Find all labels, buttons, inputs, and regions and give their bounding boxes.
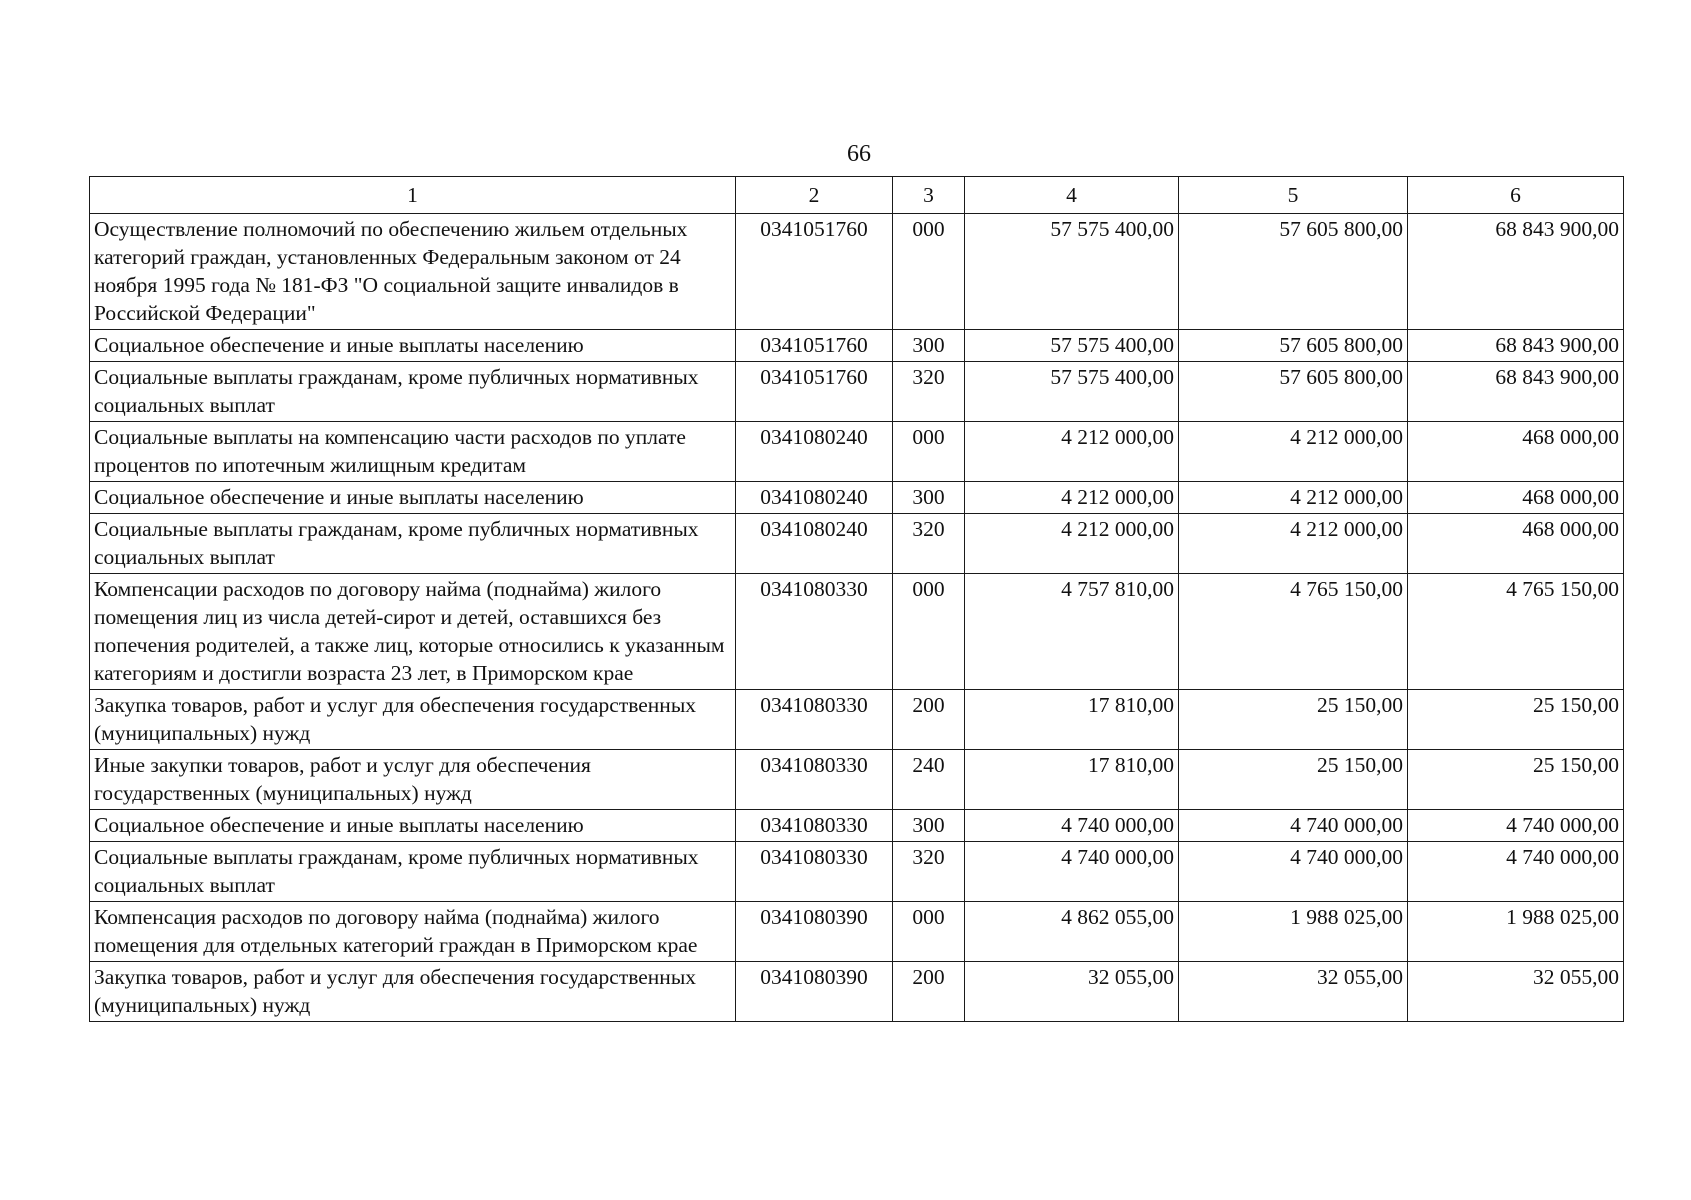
row-name: Компенсации расходов по договору найма (поднайма) жилого помещения лиц из числа детей-сирот и детей, оставшихся без попечения родителей, а также лиц, которые относились к указанным категориям и достигли возраста 23 лет, в Приморском крае — [90, 574, 736, 690]
row-amount-col4: 4 740 000,00 — [965, 842, 1179, 902]
row-expense-kind: 200 — [893, 962, 965, 1022]
row-amount-col6: 4 740 000,00 — [1408, 842, 1624, 902]
row-target-code: 0341080390 — [736, 902, 893, 962]
row-name: Социальное обеспечение и иные выплаты населению — [90, 482, 736, 514]
row-amount-col6: 468 000,00 — [1408, 422, 1624, 482]
row-target-code: 0341080330 — [736, 574, 893, 690]
row-amount-col6: 68 843 900,00 — [1408, 214, 1624, 330]
header-col-1: 1 — [90, 177, 736, 214]
row-amount-col5: 1 988 025,00 — [1179, 902, 1408, 962]
table-row — [90, 810, 1624, 842]
row-amount-col5: 4 740 000,00 — [1179, 842, 1408, 902]
budget-table — [89, 176, 1624, 1022]
table-row — [90, 690, 1624, 750]
table-row — [90, 514, 1624, 574]
row-expense-kind: 000 — [893, 574, 965, 690]
row-name: Осуществление полномочий по обеспечению жильем отдельных категорий граждан, установленных Федеральным законом от 24 ноября 1995 года № 181-ФЗ "О социальной защите инвалидов в Российской Федерации" — [90, 214, 736, 330]
row-amount-col5: 57 605 800,00 — [1179, 362, 1408, 422]
page-number: 66 — [847, 141, 871, 167]
row-amount-col4: 4 212 000,00 — [965, 514, 1179, 574]
table-row — [90, 750, 1624, 810]
row-amount-col4: 57 575 400,00 — [965, 362, 1179, 422]
row-target-code: 0341080330 — [736, 750, 893, 810]
row-expense-kind: 200 — [893, 690, 965, 750]
row-name: Социальные выплаты гражданам, кроме публичных нормативных социальных выплат — [90, 514, 736, 574]
row-name: Социальные выплаты на компенсацию части расходов по уплате процентов по ипотечным жилищным кредитам — [90, 422, 736, 482]
row-expense-kind: 300 — [893, 810, 965, 842]
row-expense-kind: 300 — [893, 482, 965, 514]
row-name: Закупка товаров, работ и услуг для обеспечения государственных (муниципальных) нужд — [90, 962, 736, 1022]
row-amount-col5: 4 212 000,00 — [1179, 482, 1408, 514]
row-amount-col5: 4 740 000,00 — [1179, 810, 1408, 842]
row-name: Социальное обеспечение и иные выплаты населению — [90, 330, 736, 362]
row-target-code: 0341080240 — [736, 514, 893, 574]
row-expense-kind: 000 — [893, 422, 965, 482]
row-expense-kind: 320 — [893, 514, 965, 574]
row-amount-col5: 4 765 150,00 — [1179, 574, 1408, 690]
row-expense-kind: 300 — [893, 330, 965, 362]
table-row — [90, 214, 1624, 330]
row-name: Иные закупки товаров, работ и услуг для обеспечения государственных (муниципальных) нужд — [90, 750, 736, 810]
row-target-code: 0341080330 — [736, 810, 893, 842]
header-col-2: 2 — [736, 177, 893, 214]
row-amount-col4: 57 575 400,00 — [965, 330, 1179, 362]
row-expense-kind: 000 — [893, 902, 965, 962]
row-amount-col6: 468 000,00 — [1408, 482, 1624, 514]
row-amount-col4: 4 212 000,00 — [965, 422, 1179, 482]
row-name: Социальные выплаты гражданам, кроме публичных нормативных социальных выплат — [90, 362, 736, 422]
row-amount-col4: 4 740 000,00 — [965, 810, 1179, 842]
row-amount-col5: 25 150,00 — [1179, 690, 1408, 750]
row-amount-col6: 1 988 025,00 — [1408, 902, 1624, 962]
table-row — [90, 362, 1624, 422]
header-row — [90, 177, 1624, 214]
row-target-code: 0341051760 — [736, 362, 893, 422]
row-amount-col6: 4 740 000,00 — [1408, 810, 1624, 842]
row-expense-kind: 320 — [893, 842, 965, 902]
row-target-code: 0341051760 — [736, 330, 893, 362]
row-amount-col4: 4 757 810,00 — [965, 574, 1179, 690]
row-amount-col5: 57 605 800,00 — [1179, 214, 1408, 330]
row-amount-col4: 17 810,00 — [965, 750, 1179, 810]
row-name: Социальное обеспечение и иные выплаты населению — [90, 810, 736, 842]
row-target-code: 0341080240 — [736, 422, 893, 482]
row-expense-kind: 320 — [893, 362, 965, 422]
row-target-code: 0341080330 — [736, 842, 893, 902]
row-target-code: 0341051760 — [736, 214, 893, 330]
row-amount-col4: 17 810,00 — [965, 690, 1179, 750]
table-row — [90, 842, 1624, 902]
row-amount-col6: 68 843 900,00 — [1408, 330, 1624, 362]
row-amount-col5: 32 055,00 — [1179, 962, 1408, 1022]
row-amount-col6: 468 000,00 — [1408, 514, 1624, 574]
table-header — [90, 177, 1624, 214]
row-target-code: 0341080240 — [736, 482, 893, 514]
table-row — [90, 330, 1624, 362]
table-row — [90, 574, 1624, 690]
row-amount-col4: 57 575 400,00 — [965, 214, 1179, 330]
row-amount-col6: 4 765 150,00 — [1408, 574, 1624, 690]
table-row — [90, 482, 1624, 514]
header-col-5: 5 — [1179, 177, 1408, 214]
row-amount-col5: 57 605 800,00 — [1179, 330, 1408, 362]
row-name: Социальные выплаты гражданам, кроме публичных нормативных социальных выплат — [90, 842, 736, 902]
row-name: Компенсация расходов по договору найма (поднайма) жилого помещения для отдельных категорий граждан в Приморском крае — [90, 902, 736, 962]
header-col-3: 3 — [893, 177, 965, 214]
table-row — [90, 902, 1624, 962]
row-amount-col6: 25 150,00 — [1408, 690, 1624, 750]
row-amount-col5: 4 212 000,00 — [1179, 422, 1408, 482]
row-target-code: 0341080390 — [736, 962, 893, 1022]
row-amount-col5: 25 150,00 — [1179, 750, 1408, 810]
row-amount-col4: 4 862 055,00 — [965, 902, 1179, 962]
row-name: Закупка товаров, работ и услуг для обеспечения государственных (муниципальных) нужд — [90, 690, 736, 750]
table-row — [90, 962, 1624, 1022]
row-amount-col5: 4 212 000,00 — [1179, 514, 1408, 574]
row-amount-col6: 25 150,00 — [1408, 750, 1624, 810]
table-row — [90, 422, 1624, 482]
row-amount-col4: 32 055,00 — [965, 962, 1179, 1022]
row-expense-kind: 240 — [893, 750, 965, 810]
header-col-4: 4 — [965, 177, 1179, 214]
row-expense-kind: 000 — [893, 214, 965, 330]
row-amount-col6: 68 843 900,00 — [1408, 362, 1624, 422]
row-amount-col4: 4 212 000,00 — [965, 482, 1179, 514]
row-amount-col6: 32 055,00 — [1408, 962, 1624, 1022]
row-target-code: 0341080330 — [736, 690, 893, 750]
header-col-6: 6 — [1408, 177, 1624, 214]
table-body — [90, 214, 1624, 1022]
